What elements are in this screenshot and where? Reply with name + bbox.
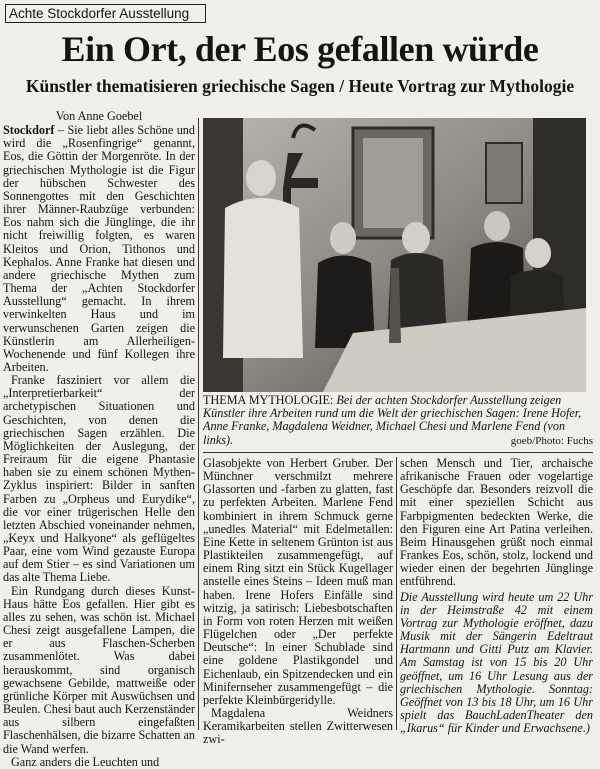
photo-illustration xyxy=(203,118,586,392)
paragraph: Ein Rundgang durch dieses Kunst-Haus hätte Eos gefallen. Hier gibt es alles zu sehen, was schön ist. Michael Chesi zeigt ausgefallene Lampen, die er aus Flaschen-Scherben zusammenlötet. Was dabei herauskommt, sind organisch gewachsene Gebilde, mattweiße oder grünliche Körper mit Auswüchsen und Beulen. Chesi baut auch Kerzenständer aus silbern eingefaßten Flaschenhälsen, die bizarre Schatten an die Wand werfen. xyxy=(3,583,195,756)
article-column-2 xyxy=(203,457,393,746)
column-divider xyxy=(396,457,397,730)
photo-caption xyxy=(203,394,593,447)
paragraph: Glasobjekte von Herbert Gruber. Der Münchner verschmilzt mehrere Glassorten und -farben zu glatten, fast zu perfekten Arbeiten. Marlene Fend kombiniert in ihrem Schmuck gerne „unedles Material“ mit Edelmetallen: Eine Kette in seltenem Grünton ist aus Plastikteilen zusammengefügt, auf einem Ring sitzt ein Stück Kugellager anstelle eines Steins – Ideen muß man haben. Irene Hofers Einfälle sind witzig, ja satirisch: Liebesbotschaften in Form von roten Herzen mit weißen Flügelchen oder „Der perfekte Deutsche“: In einer Schublade sind eine goldene Plastikgondel und Eichenlaub, ein Spitzendecken und ein Minifernseher zusammengefügt – die perfekte Kleinbürgeridylle. xyxy=(203,456,393,707)
caption-divider xyxy=(203,452,593,453)
article-column-3 xyxy=(400,457,593,735)
event-info xyxy=(400,591,593,736)
paragraph: Franke fasziniert vor allem die „Interpretierbarkeit“ der archetypischen Situationen und Geschichten, von denen die griechischen Sagen erzählen. Die Möglichkeiten der Auslegung, der Freiraum für die eigene Phantasie haben sie zu einem schönen Mythen-Zyklus inspiriert: Bilder in sanften Farben zu „Orpheus und Eurydike“, die vor einer trügerischen Helle den letzten Abschied voneinander nehmen, „Keyx und Halkyone“ als geflügeltes Paar, eine vom Wind gezauste Europa auf dem Stier – es sind Variationen um das alte Thema Liebe. xyxy=(3,373,195,585)
headline: Ein Ort, der Eos gefallen würde xyxy=(61,29,539,69)
paragraph xyxy=(3,124,195,374)
event-info-text: Die Ausstellung wird heute um 22 Uhr in der Heimstraße 42 mit einem Vortrag zur Mythologie eröffnet, dazu Musik mit der Sängerin Edeltraut Hartmann und Gitti Putz am Klavier. Am Samstag ist von 15 bis 20 Uhr geöffnet, um 16 Uhr Lesung aus der griechischen Mythologie. Sonntag: Geöffnet von 13 bis 18 Uhr, um 16 Uhr spielt das BauchLadenTheater den „Ikarus“ für Kinder und Erwachsene.) xyxy=(400,589,593,736)
subheadline: Künstler thematisieren griechische Sagen / Heute Vortrag zur Mythologie xyxy=(25,76,575,96)
dateline: Stockdorf xyxy=(3,123,55,138)
paragraph: Magdalena Weidners Keramikarbeiten stellen Zwitterwesen zwi- xyxy=(203,705,393,747)
group-photo xyxy=(203,118,586,392)
caption-text: Bei der achten Stockdorfer Ausstellung zeigen Künstler ihre Arbeiten rund um die Welt der griechischen Sagen: Irene Hofer, Anne Franke, Magdalena Weidner, Michael Chesi und Marlene Fend (von links). xyxy=(203,393,582,447)
byline: Von Anne Goebel xyxy=(55,109,143,123)
paragraph-text: – Sie liebt alles Schöne und wird die „Rosenfingrige“ genannt, Eos, die Göttin der Morgenröte. In der griechischen Mythologie ist die Figur der hübschen Schwester des Sonnengottes mit den Geschichten ihrer Männer-Raubzüge verbunden: Eos nahm sich die Jünglinge, die ihr nicht freiwillig folgten, es waren Kleitos und Orion, Tithonos und Kephalos. Anne Franke hat diesen und andere griechische Mythen zum Thema der „Achten Stockdorfer Ausstellung“ gemacht. In ihrem verwinkelten Haus und im verwunschenen Garten zeigen die Künstlerin am Allerheiligen-Wochenende und fünf Kollegen ihre Arbeiten. xyxy=(3,123,195,374)
article-column-1 xyxy=(3,110,195,769)
paragraph: Ganz anders die Leuchten und xyxy=(11,754,160,769)
paragraph: schen Mensch und Tier, archaische afrikanische Frauen oder vogelartige Geschöpfe dar. Besonders reizvoll die mit einer speziellen Schicht aus Farbpigmenten bedeckten Werke, die den Figuren eine Art Patina verleihen. Beim Hinausgehen grüßt noch einmal Frankes Eos, schön, stolz, lockend und wieder einen der begehrten Jünglinge entführend. xyxy=(400,456,593,589)
column-divider xyxy=(198,118,199,730)
section-kicker: Achte Stockdorfer Ausstellung xyxy=(5,4,206,23)
photo-credit: goeb/Photo: Fuchs xyxy=(508,435,593,448)
caption-lead: THEMA MYTHOLOGIE: xyxy=(203,393,334,407)
